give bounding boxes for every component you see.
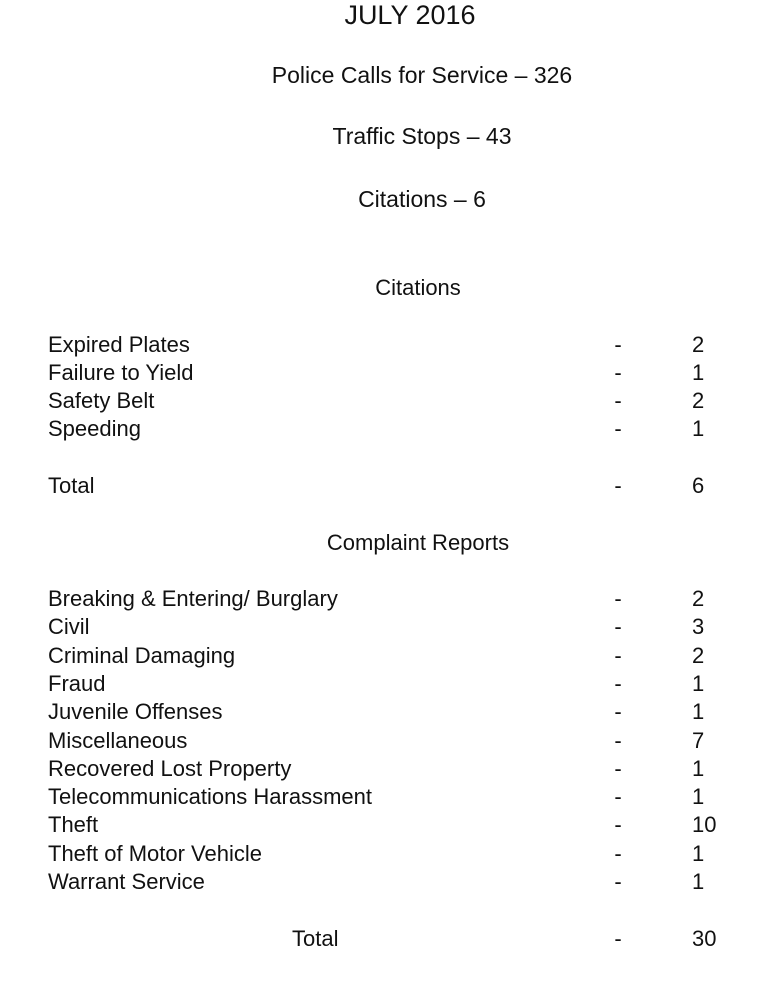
- complaint-count: 10: [692, 812, 717, 837]
- row-dash: -: [614, 756, 622, 781]
- complaint-label: Miscellaneous: [48, 728, 188, 753]
- complaint-label: Recovered Lost Property: [48, 756, 292, 781]
- calls-for-service-summary: Police Calls for Service – 326: [271, 62, 573, 88]
- row-dash: -: [614, 671, 622, 696]
- complaint-count: 2: [692, 643, 705, 668]
- complaint-label: Juvenile Offenses: [48, 699, 223, 724]
- citations-summary: Citations – 6: [358, 186, 486, 212]
- row-dash: -: [614, 332, 622, 357]
- complaints-total-count: 30: [692, 926, 717, 951]
- complaint-count: 1: [692, 671, 705, 696]
- citation-row: [0, 415, 772, 443]
- citation-count: 2: [692, 332, 705, 357]
- citation-row: [0, 331, 772, 359]
- citation-label: Speeding: [48, 416, 141, 441]
- complaint-label: Warrant Service: [48, 869, 205, 894]
- row-dash: -: [614, 841, 622, 866]
- row-dash: -: [614, 586, 622, 611]
- citation-count: 2: [692, 388, 705, 413]
- citation-row: [0, 359, 772, 387]
- row-dash: -: [614, 416, 622, 441]
- complaint-count: 1: [692, 841, 705, 866]
- complaint-row: [0, 585, 772, 613]
- complaint-count: 2: [692, 586, 705, 611]
- complaint-count: 1: [692, 756, 705, 781]
- complaint-row: [0, 811, 772, 839]
- complaint-count: 1: [692, 784, 705, 809]
- complaint-reports-heading: Complaint Reports: [326, 530, 510, 555]
- complaint-count: 1: [692, 869, 705, 894]
- complaint-label: Criminal Damaging: [48, 643, 236, 668]
- complaint-row: [0, 868, 772, 896]
- complaint-count: 7: [692, 728, 705, 753]
- row-dash: -: [614, 699, 622, 724]
- complaint-row: [0, 783, 772, 811]
- row-dash: -: [614, 784, 622, 809]
- complaints-total-row: [0, 925, 772, 953]
- row-dash: -: [614, 812, 622, 837]
- traffic-stops-summary: Traffic Stops – 43: [332, 123, 512, 149]
- citation-row: [0, 387, 772, 415]
- complaint-row: [0, 698, 772, 726]
- citation-count: 1: [692, 360, 705, 385]
- row-dash: -: [614, 728, 622, 753]
- complaint-count: 3: [692, 614, 705, 639]
- complaint-label: Telecommunications Harassment: [48, 784, 373, 809]
- row-dash: -: [614, 643, 622, 668]
- row-dash: -: [614, 614, 622, 639]
- citation-label: Failure to Yield: [48, 360, 194, 385]
- row-dash: -: [614, 388, 622, 413]
- complaint-label: Breaking & Entering/ Burglary: [48, 586, 338, 611]
- complaint-row: [0, 613, 772, 641]
- citation-count: 1: [692, 416, 705, 441]
- row-dash: -: [614, 473, 622, 498]
- citation-label: Expired Plates: [48, 332, 190, 357]
- complaint-label: Theft of Motor Vehicle: [48, 841, 262, 866]
- complaint-label: Theft: [48, 812, 99, 837]
- complaint-label: Fraud: [48, 671, 106, 696]
- row-dash: -: [614, 869, 622, 894]
- complaint-row: [0, 642, 772, 670]
- citation-label: Safety Belt: [48, 388, 155, 413]
- citations-heading: Citations: [375, 275, 461, 300]
- complaint-row: [0, 840, 772, 868]
- citations-total-count: 6: [692, 473, 705, 498]
- citations-total-row: [0, 472, 772, 500]
- row-dash: -: [614, 926, 622, 951]
- complaint-row: [0, 727, 772, 755]
- complaints-total-label: Total: [292, 926, 339, 951]
- complaint-row: [0, 755, 772, 783]
- complaint-count: 1: [692, 699, 705, 724]
- complaint-label: Civil: [48, 614, 90, 639]
- citations-total-label: Total: [48, 473, 95, 498]
- page-title: JULY 2016: [344, 0, 476, 30]
- complaint-row: [0, 670, 772, 698]
- row-dash: -: [614, 360, 622, 385]
